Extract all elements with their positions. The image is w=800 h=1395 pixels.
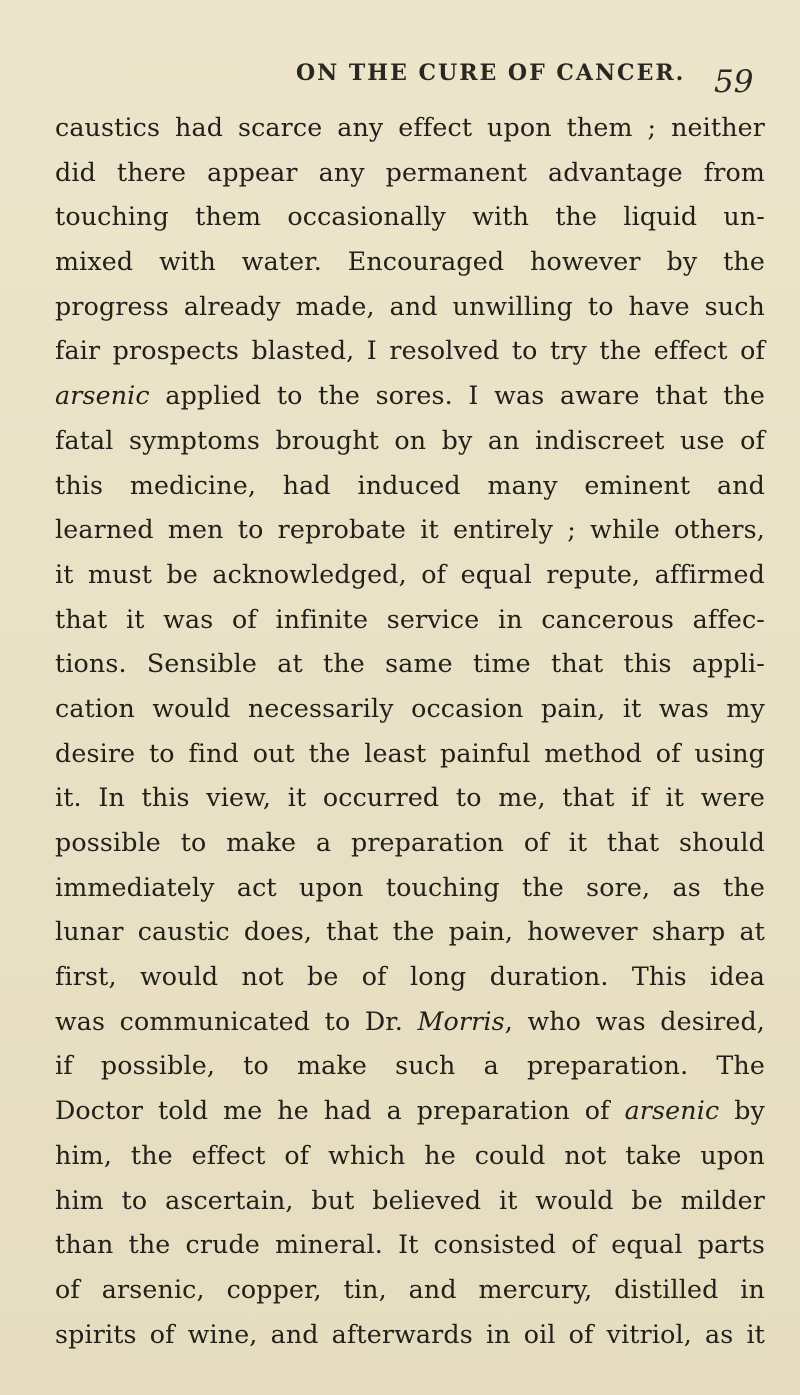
text-segment: , who was desired, — [504, 1006, 765, 1036]
text-line: it. In this view, it occurred to me, that if it were — [55, 783, 765, 813]
text-line: spirits of wine, and afterwards in oil of vitriol, as it — [55, 1319, 765, 1349]
text-line — [55, 1000, 765, 1045]
text-line: than the crude mineral. It consisted of equal parts — [55, 1230, 765, 1260]
text-line: did there appear any permanent advantage from — [55, 157, 765, 187]
text-line: this medicine, had induced many eminent and — [55, 470, 765, 500]
text-line: possible to make a preparation of it that should — [55, 828, 765, 857]
text-line: fair prospects blasted, I resolved to try the effect of — [55, 336, 765, 366]
text-line: lunar caustic does, that the pain, however sharp at — [55, 917, 765, 947]
text-line: if possible, to make such a preparation. The — [55, 1051, 765, 1081]
text-line: progress already made, and unwilling to have such — [55, 291, 765, 321]
text-line: learned men to reprobate it entirely ; while others, — [55, 515, 765, 545]
text-segment: by — [719, 1096, 765, 1126]
running-head: ON THE CURE OF CANCER. — [296, 60, 686, 86]
text-line: that it was of infinite service in cancerous affec- — [55, 604, 765, 634]
text-segment: applied to the sores. I was aware that the — [149, 381, 765, 411]
text-line — [55, 374, 765, 419]
italic-name: Morris — [417, 1006, 505, 1036]
text-line: caustics had scarce any effect upon them ; neither — [55, 113, 765, 142]
page-number: 59 — [714, 64, 754, 100]
text-line: desire to find out the least painful method of using — [55, 738, 765, 768]
text-line: him to ascertain, but believed it would be milder — [55, 1185, 765, 1215]
body-text — [55, 106, 765, 1357]
text-line: of arsenic, copper, tin, and mercury, distilled in — [55, 1274, 765, 1304]
text-line: touching them occasionally with the liquid un- — [55, 202, 765, 232]
text-line — [55, 1089, 765, 1134]
text-segment: was communicated to Dr. — [55, 1006, 418, 1036]
text-segment: Doctor told me he had a preparation of — [55, 1096, 625, 1126]
italic-word: arsenic — [55, 381, 150, 411]
text-line: mixed with water. Encouraged however by the — [55, 247, 765, 277]
text-line: fatal symptoms brought on by an indiscreet use of — [55, 425, 765, 455]
text-line: it must be acknowledged, of equal repute, affirmed — [55, 559, 765, 589]
text-line: cation would necessarily occasion pain, it was my — [55, 693, 765, 723]
text-line: immediately act upon touching the sore, as the — [55, 872, 765, 902]
italic-word: arsenic — [624, 1096, 720, 1126]
text-line: him, the effect of which he could not take upon — [55, 1140, 765, 1170]
text-line: first, would not be of long duration. This idea — [55, 962, 765, 992]
text-line: tions. Sensible at the same time that this appli- — [55, 649, 765, 679]
